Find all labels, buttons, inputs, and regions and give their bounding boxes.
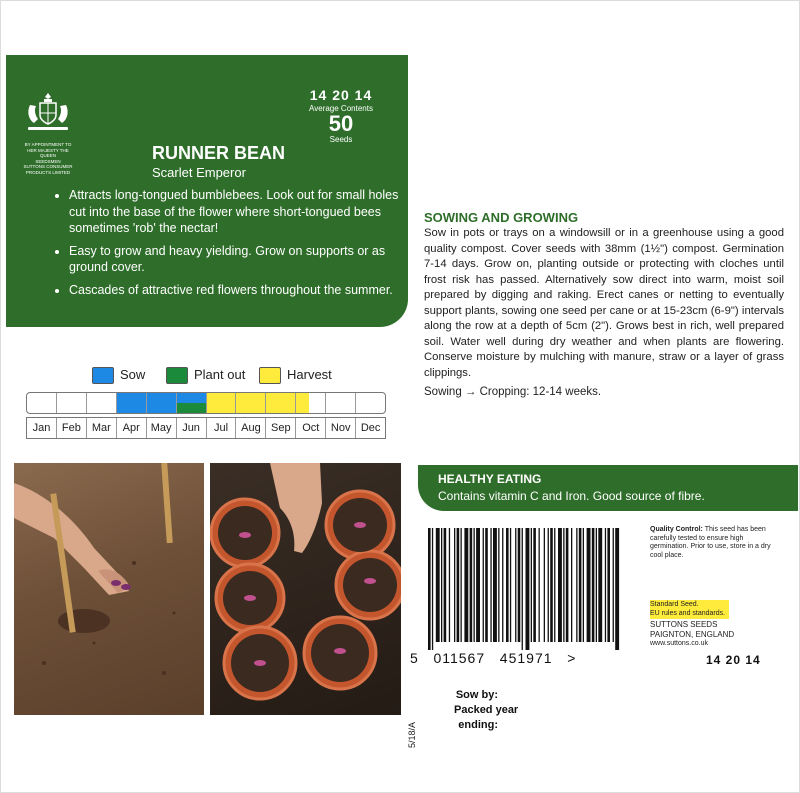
sow-by-block <box>454 688 519 733</box>
calendar-month-row <box>26 417 386 439</box>
calendar-month-label: Mar <box>87 418 117 438</box>
sow-by-label: Sow by: <box>455 689 498 701</box>
healthy-eating-heading: HEALTHY EATING <box>438 472 542 486</box>
sowing-heading: SOWING AND GROWING <box>424 210 579 225</box>
legend-sow-label: Sow <box>120 367 146 382</box>
barcode-bar <box>576 528 577 642</box>
barcode-bar <box>598 528 602 642</box>
calendar-month-label: Jun <box>177 418 207 438</box>
barcode-bar <box>522 528 523 650</box>
barcode-bar <box>607 528 610 642</box>
calendar-month-label: Sep <box>266 418 296 438</box>
barcode-bar <box>550 528 553 642</box>
product-title: RUNNER BEAN <box>152 143 286 163</box>
barcode-bar <box>493 528 497 642</box>
barcode-bar <box>515 528 516 642</box>
product-code: 14 20 14 <box>309 87 373 103</box>
legend-harvest <box>259 367 332 382</box>
calendar-month-label: Nov <box>326 418 356 438</box>
calendar-month-label: May <box>147 418 177 438</box>
royal-warrant-text: BY APPOINTMENT TO HER MAJESTY THE QUEEN SEEDSMEN SUTTONS CONSUMER PRODUCTS LIMITED <box>23 142 73 175</box>
barcode-bar <box>485 528 488 642</box>
barcode-bar <box>579 528 582 642</box>
barcode-bar <box>613 528 614 642</box>
barcode-bar <box>531 528 532 642</box>
calendar-cell-dec <box>356 393 385 413</box>
average-contents-label: Average Contents <box>309 104 373 113</box>
ending-label: ending: <box>458 719 498 731</box>
product-header-panel <box>6 55 408 327</box>
packed-year-label: Packed year <box>454 704 519 716</box>
legend-plant-out <box>166 367 245 382</box>
barcode-bar <box>518 528 521 642</box>
contents-box <box>296 87 386 144</box>
barcode-bar <box>548 528 549 642</box>
calendar-cell-jan <box>27 393 57 413</box>
calendar-cell-aug <box>236 393 266 413</box>
barcode-bar <box>596 528 597 642</box>
barcode-bar <box>457 528 460 642</box>
barcode-bar <box>502 528 503 642</box>
sowing-instructions: Sow in pots or trays on a windowsill or in a greenhouse using a good quality compost. Cover seeds with 38mm (1½") compost. Germination 7-14 days. Grow on, planting outside or protecting with cloches until frost risk has passed. Alternatively sow direct into warm, moist soil prepared by digging and raking. Erect canes or netting to eventually support plants, sowing one seed per cane or at 15-23cm (6-9") intervals along the row at a depth of 5cm (2"). Grows best in rich, well prepared soil. Water well during dry weather and when plants are flowering. Conserve moisture by mulching with manure, straw or a layer of grass clippings. <box>424 227 784 379</box>
barcode-bar <box>506 528 509 642</box>
barcode-bar <box>490 528 491 642</box>
barcode-bar <box>454 528 455 642</box>
barcode-bar <box>461 528 462 642</box>
barcode-bar <box>470 528 473 642</box>
company-name: SUTTONS SEEDS <box>650 620 718 629</box>
barcode-bar <box>436 528 440 642</box>
barcode-bar <box>464 528 468 642</box>
barcode-bar <box>483 528 484 642</box>
barcode-bar <box>558 528 562 642</box>
healthy-eating-panel <box>418 465 798 511</box>
seeds-label: Seeds <box>329 135 353 144</box>
sowing-photo-pots <box>210 463 401 715</box>
company-town: PAIGNTON, ENGLAND <box>650 629 735 639</box>
barcode-bar <box>587 528 591 642</box>
barcode-bar <box>449 528 450 642</box>
legend-sow <box>92 367 145 382</box>
barcode-bar <box>428 528 431 650</box>
barcode-bar <box>583 528 584 642</box>
calendar-cell-apr <box>117 393 147 413</box>
feature-item: • Attracts long-tongued bumblebees. Look out for small holes cut into the base of the flower where short-tongued bees sometimes 'rob' the nectar! <box>69 187 409 237</box>
sow-swatch <box>92 367 114 384</box>
barcode-bar <box>441 528 442 642</box>
barcode-bar <box>563 528 564 642</box>
plant-out-swatch <box>166 367 188 384</box>
barcode-bar <box>615 528 619 650</box>
sowing-cropping-time: Sowing → Cropping: 12-14 weeks. <box>424 386 602 398</box>
barcode <box>424 528 624 650</box>
barcode-bar <box>432 528 433 650</box>
barcode-bar <box>444 528 447 642</box>
calendar-month-label: Feb <box>57 418 87 438</box>
calendar-cell-oct <box>296 393 326 413</box>
feature-item: • Easy to grow and heavy yielding. Grow on supports or as ground cover. <box>69 243 409 276</box>
barcode-bar <box>474 528 475 642</box>
calendar-cell-mar <box>87 393 117 413</box>
barcode-bar <box>533 528 536 642</box>
calendar-cell-may <box>147 393 177 413</box>
standard-seed-note: Standard Seed. EU rules and standards. <box>650 600 729 619</box>
calendar-cell-jul <box>207 393 237 413</box>
sowing-calendar <box>26 392 386 439</box>
barcode-bar <box>539 528 540 642</box>
barcode-bar <box>592 528 595 642</box>
harvest-swatch <box>259 367 281 384</box>
barcode-bar <box>510 528 511 642</box>
calendar-month-label: Jan <box>27 418 57 438</box>
batch-code: 5/18/A <box>407 721 417 748</box>
calendar-month-label: Dec <box>360 422 381 434</box>
company-address <box>650 620 734 649</box>
calendar-month-label: Oct <box>296 418 326 438</box>
barcode-bar <box>544 528 545 642</box>
feature-item: • Cascades of attractive red flowers throughout the summer. <box>69 282 409 299</box>
calendar-activity-bar <box>26 392 386 414</box>
barcode-bar <box>566 528 569 642</box>
calendar-cell-jun <box>177 393 207 413</box>
crest-icon <box>20 89 76 135</box>
calendar-cell-nov <box>326 393 356 413</box>
calendar-month-label: Apr <box>117 418 147 438</box>
calendar-cell-sep <box>266 393 296 413</box>
calendar-month-label: Aug <box>236 418 266 438</box>
sowing-photo-soil <box>14 463 204 715</box>
quality-control-note <box>650 526 780 560</box>
quality-control-label: Quality Control: <box>650 526 703 533</box>
calendar-month-label: Jul <box>207 418 237 438</box>
barcode-bar <box>554 528 555 642</box>
barcode-bar <box>498 528 499 642</box>
legend-plant-out-label: Plant out <box>194 367 246 382</box>
product-code-footer: 14 20 14 <box>706 653 761 667</box>
barcode-bar <box>476 528 480 642</box>
quality-control-text: This seed has been carefully tested to ensure high germination. Prior to use, store in a dry cool place. <box>650 526 771 559</box>
company-website: www.suttons.co.uk <box>650 640 708 647</box>
barcode-bar <box>605 528 606 642</box>
barcode-number: 5 011567 451971 > <box>410 650 577 666</box>
royal-warrant-logo <box>20 89 76 173</box>
product-variety: Scarlet Emperor <box>152 165 246 180</box>
seed-count: 50 <box>328 111 354 136</box>
healthy-eating-text: Contains vitamin C and Iron. Good source of fibre. <box>438 489 705 503</box>
barcode-bar <box>526 528 530 650</box>
calendar-cell-feb <box>57 393 87 413</box>
barcode-bar <box>571 528 572 642</box>
legend-harvest-label: Harvest <box>287 367 332 382</box>
feature-list <box>54 187 409 304</box>
